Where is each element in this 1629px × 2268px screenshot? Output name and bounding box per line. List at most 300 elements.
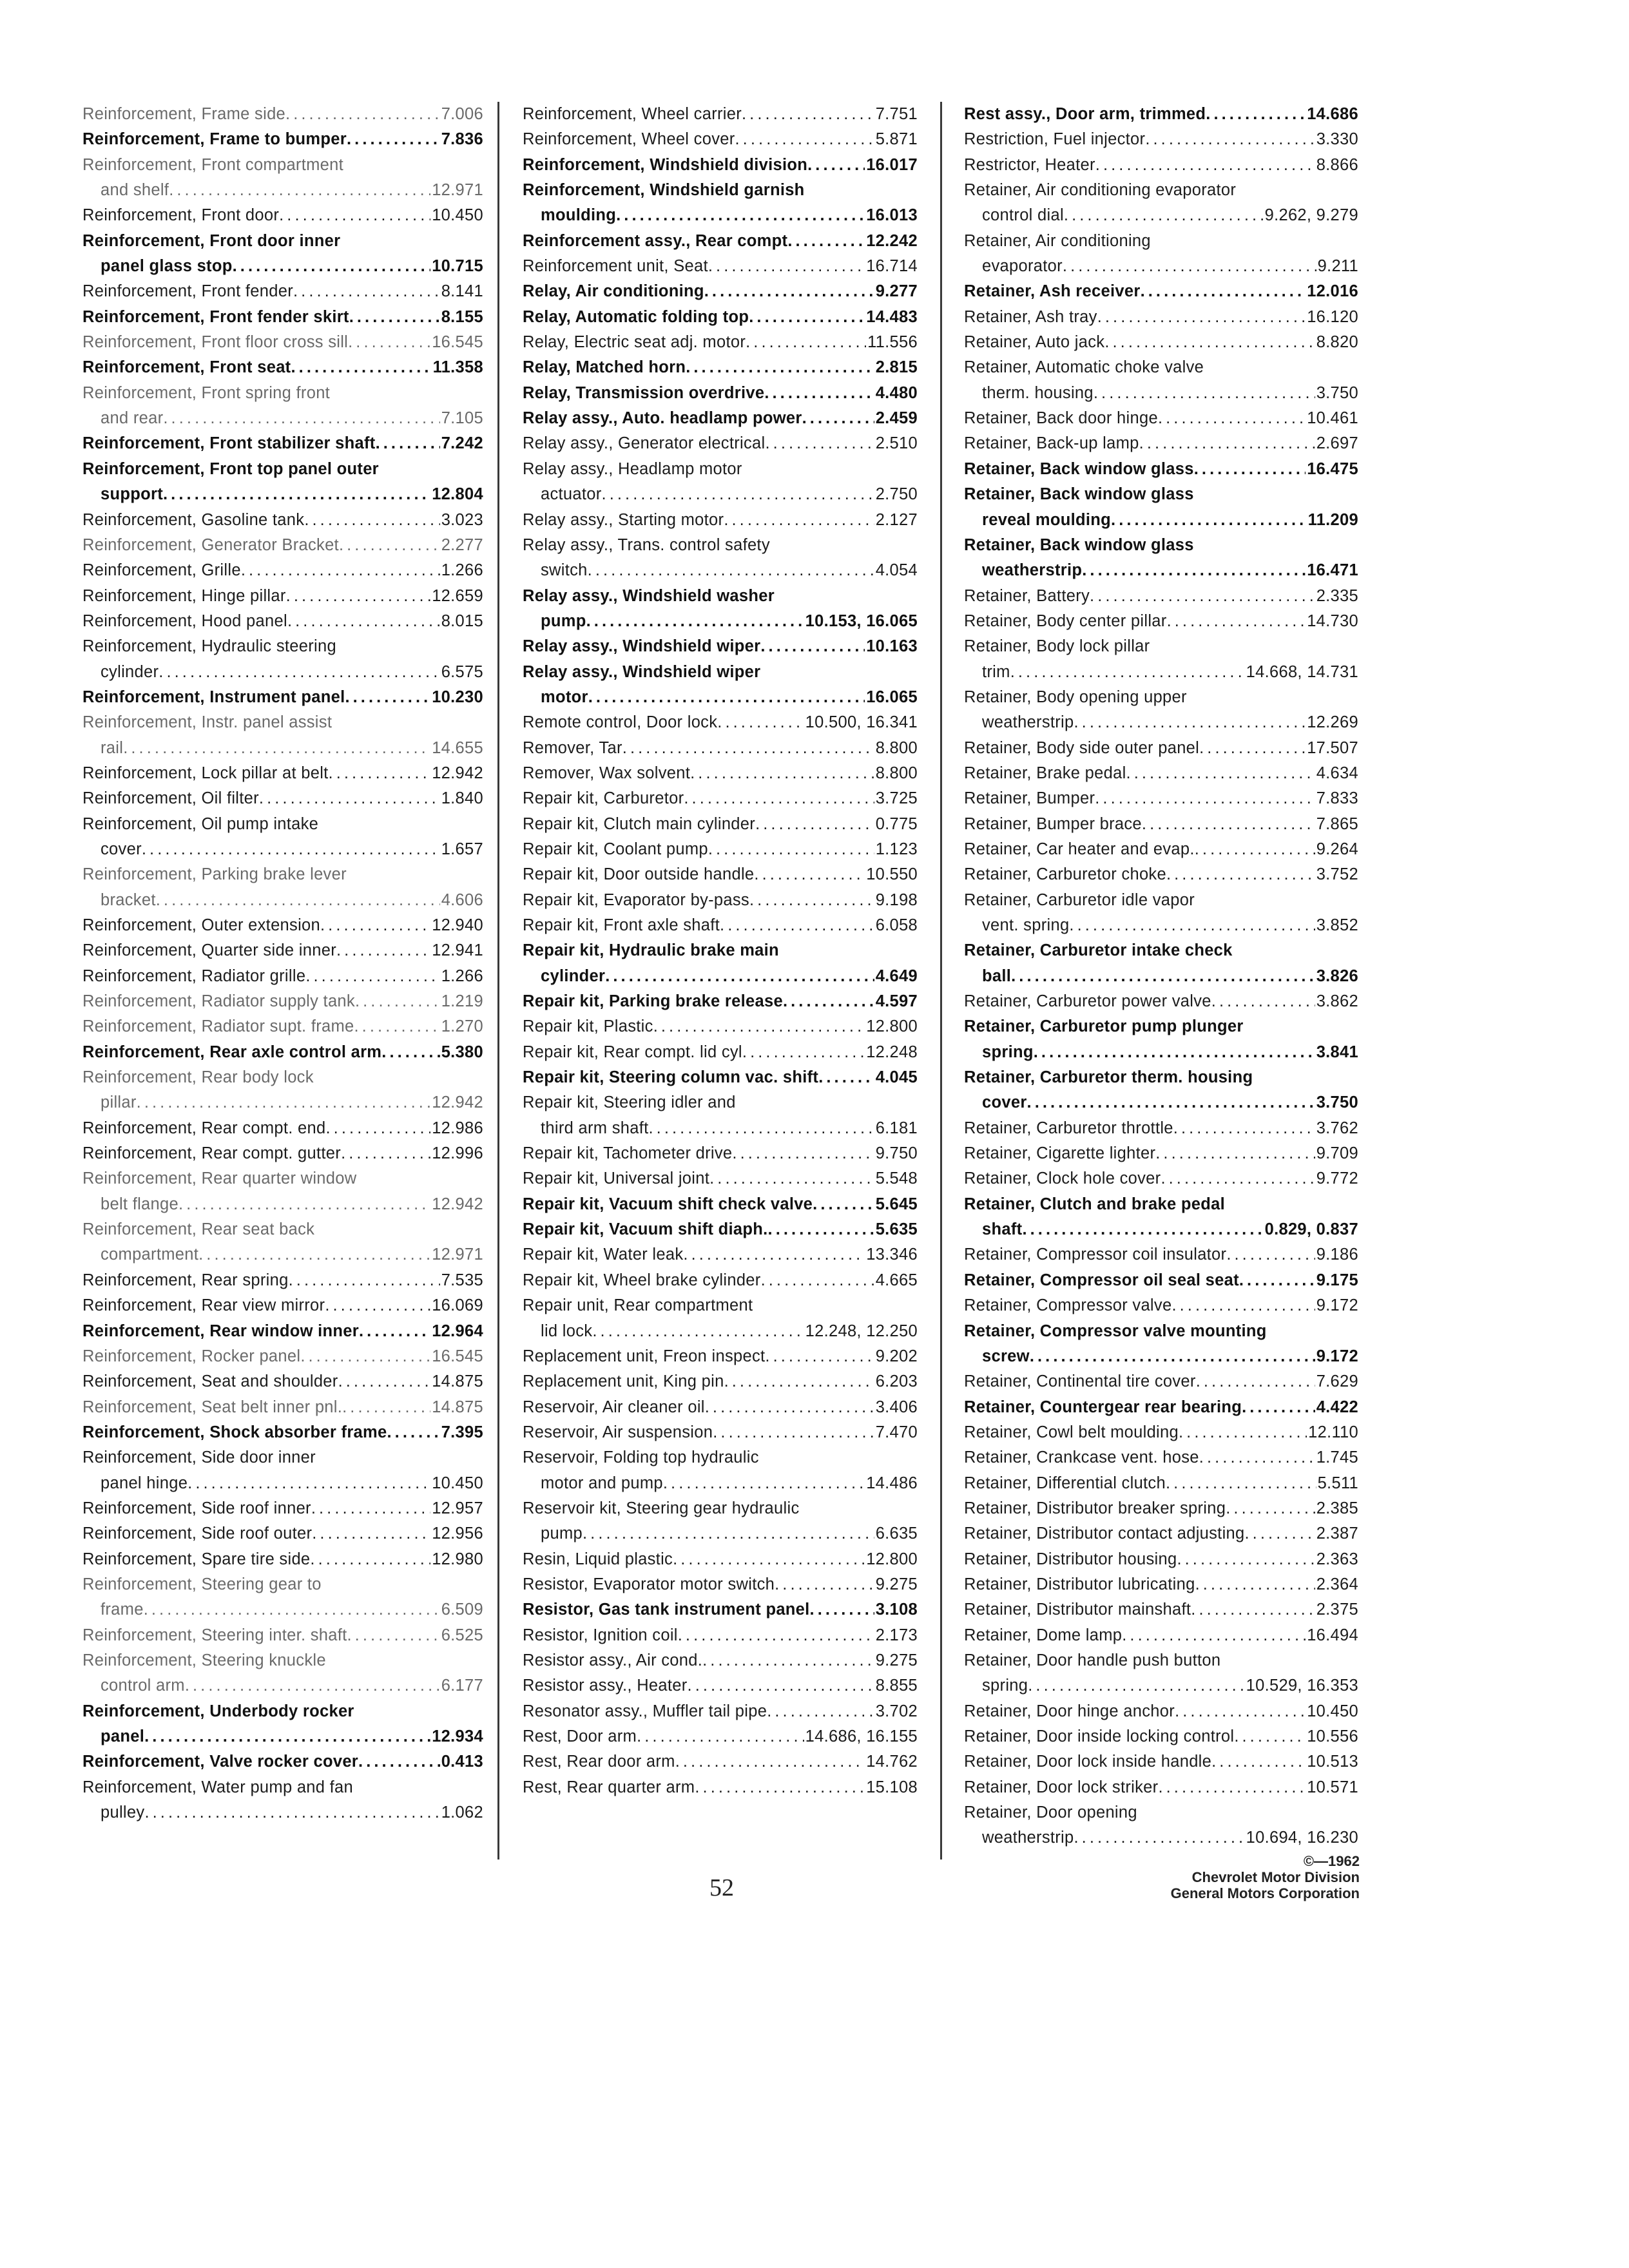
entry-name: Retainer, Compressor oil seal seat xyxy=(964,1271,1239,1289)
dot-leader xyxy=(304,508,439,533)
entry-name: Retainer, Battery xyxy=(964,586,1090,605)
entry-name: Relay assy., Generator electrical xyxy=(523,434,766,453)
index-entry xyxy=(523,736,918,761)
reference-number: 10.550 xyxy=(866,865,918,884)
entry-name: Repair unit, Rear compartment xyxy=(523,1296,753,1315)
index-entry xyxy=(964,1014,1358,1065)
dot-leader xyxy=(724,1369,874,1394)
reference-number: 10.500, 16.341 xyxy=(805,713,918,732)
reference-number: 9.186 xyxy=(1316,1245,1358,1264)
reference-number: 2.750 xyxy=(875,485,918,504)
dot-leader xyxy=(1069,913,1315,938)
index-entry xyxy=(82,1572,483,1623)
entry-name: Reinforcement, Oil filter xyxy=(82,789,259,808)
reference-number: 6.181 xyxy=(875,1119,918,1137)
index-entry xyxy=(523,1420,918,1445)
entry-name: Reservoir, Folding top hydraulic xyxy=(523,1448,759,1467)
reference-number: 2.335 xyxy=(1316,586,1358,605)
dot-leader xyxy=(616,203,865,228)
dot-leader xyxy=(1111,508,1307,533)
reference-number: 12.986 xyxy=(432,1119,483,1137)
reference-number: 3.725 xyxy=(875,789,918,808)
index-entry xyxy=(523,812,918,837)
index-entry xyxy=(82,229,483,280)
reference-number: 14.486 xyxy=(866,1474,918,1492)
dot-leader xyxy=(588,685,865,710)
entry-continuation: weatherstrip xyxy=(982,561,1083,580)
reference-number: 8.866 xyxy=(1316,155,1358,174)
index-entry xyxy=(523,1496,918,1547)
entry-name: Retainer, Clock hole cover xyxy=(964,1169,1161,1188)
dot-leader xyxy=(702,1648,874,1673)
entry-name: Rest, Rear quarter arm xyxy=(523,1778,695,1796)
index-entry xyxy=(523,1040,918,1065)
entry-name: Reinforcement, Front seat xyxy=(82,358,291,377)
entry-name: Retainer, Carburetor intake check xyxy=(964,941,1233,960)
dot-leader xyxy=(293,279,440,304)
dot-leader xyxy=(708,254,865,279)
index-entry xyxy=(82,1293,483,1318)
index-entry xyxy=(523,1293,918,1344)
reference-number: 10.230 xyxy=(432,687,483,706)
entry-continuation: weatherstrip xyxy=(982,713,1074,732)
dot-leader xyxy=(708,837,874,862)
index-entry xyxy=(523,888,918,913)
dot-leader xyxy=(289,1268,440,1293)
index-entry xyxy=(964,1547,1358,1572)
entry-name: Retainer, Compressor coil insulator xyxy=(964,1245,1227,1264)
dot-leader xyxy=(749,888,874,913)
entry-name: Reinforcement, Wheel cover xyxy=(523,130,735,149)
index-entry xyxy=(82,964,483,989)
reference-number: 16.471 xyxy=(1307,561,1358,580)
reference-number: 14.875 xyxy=(432,1398,483,1416)
index-entry xyxy=(82,1040,483,1065)
index-entry xyxy=(523,1090,918,1141)
index-entry xyxy=(964,938,1358,989)
entry-name: Reinforcement, Radiator supply tank xyxy=(82,992,355,1011)
entry-continuation: and rear xyxy=(101,409,164,428)
index-entry xyxy=(964,457,1358,482)
dot-leader xyxy=(813,1192,874,1217)
reference-number: 4.054 xyxy=(875,561,918,580)
entry-name: Resistor, Ignition coil xyxy=(523,1626,678,1644)
dot-leader xyxy=(764,381,874,406)
dot-leader xyxy=(742,102,874,127)
reference-number: 14.762 xyxy=(866,1753,918,1771)
dot-leader xyxy=(1139,431,1315,456)
entry-name: Rest, Door arm xyxy=(523,1727,637,1745)
dot-leader xyxy=(717,710,804,735)
index-entry xyxy=(82,203,483,228)
index-entry xyxy=(523,584,918,635)
reference-number: 16.017 xyxy=(866,155,918,174)
reference-number: 14.483 xyxy=(866,307,918,326)
index-entry xyxy=(964,1775,1358,1800)
index-entry xyxy=(964,305,1358,330)
dot-leader xyxy=(185,1673,440,1698)
dot-leader xyxy=(347,127,440,152)
entry-name: Retainer, Door inside locking control xyxy=(964,1727,1235,1745)
index-entry xyxy=(82,913,483,938)
reference-number: 10.694, 16.230 xyxy=(1246,1829,1358,1847)
dot-leader xyxy=(259,786,440,811)
index-entry xyxy=(523,178,918,229)
entry-name: Restrictor, Heater xyxy=(964,155,1095,174)
entry-name: Reinforcement, Rear compt. end xyxy=(82,1119,326,1137)
index-entry xyxy=(523,355,918,380)
reference-number: 5.511 xyxy=(1317,1474,1358,1492)
entry-continuation: rail xyxy=(101,738,124,757)
reference-number: 12.941 xyxy=(432,941,483,960)
reference-number: 5.548 xyxy=(875,1169,918,1188)
reference-number: 15.108 xyxy=(866,1778,918,1796)
dot-leader xyxy=(749,305,865,330)
index-entry xyxy=(964,989,1358,1014)
reference-number: 10.163 xyxy=(866,637,918,656)
index-entry xyxy=(82,786,483,811)
entry-name: Retainer, Air conditioning xyxy=(964,231,1151,250)
entry-continuation: support xyxy=(101,485,164,504)
dot-leader xyxy=(1245,1521,1315,1546)
entry-name: Retainer, Body side outer panel xyxy=(964,738,1200,757)
index-entry xyxy=(964,1319,1358,1370)
dot-leader xyxy=(588,558,874,583)
entry-name: Repair kit, Rear compt. lid cyl xyxy=(523,1043,742,1061)
reference-number: 12.956 xyxy=(432,1524,483,1543)
entry-continuation: spring xyxy=(982,1043,1034,1061)
index-entry xyxy=(964,153,1358,178)
entry-name: Retainer, Bumper xyxy=(964,789,1095,808)
index-entry xyxy=(82,508,483,533)
index-entry xyxy=(523,1673,918,1698)
reference-number: 4.597 xyxy=(875,992,918,1011)
reference-number: 2.375 xyxy=(1316,1600,1358,1619)
entry-name: Resistor, Gas tank instrument panel xyxy=(523,1600,810,1619)
entry-name: Retainer, Back window glass xyxy=(964,459,1194,478)
entry-name: Reinforcement, Generator Bracket xyxy=(82,535,339,554)
index-entry xyxy=(82,1547,483,1572)
reference-number: 10.513 xyxy=(1307,1753,1358,1771)
entry-name: Reinforcement, Side roof outer xyxy=(82,1524,313,1543)
entry-continuation: control dial xyxy=(982,206,1064,225)
dot-leader xyxy=(1126,761,1315,786)
index-entry xyxy=(964,1268,1358,1293)
reference-number: 4.649 xyxy=(875,966,918,985)
reference-number: 12.242 xyxy=(866,231,918,250)
dot-leader xyxy=(381,1040,439,1065)
reference-number: 16.065 xyxy=(866,687,918,706)
entry-name: Retainer, Air conditioning evaporator xyxy=(964,181,1237,200)
index-entry xyxy=(523,381,918,406)
entry-continuation: panel hinge xyxy=(101,1474,188,1492)
dot-leader xyxy=(678,1623,874,1648)
entry-name: Replacement unit, King pin xyxy=(523,1372,724,1391)
entry-name: Resin, Liquid plastic xyxy=(523,1550,673,1568)
entry-name: Retainer, Cigarette lighter xyxy=(964,1144,1156,1163)
index-column-2 xyxy=(523,102,918,1800)
entry-name: Reinforcement, Steering gear to xyxy=(82,1575,322,1593)
reference-number: 1.266 xyxy=(441,966,483,985)
reference-number: 3.862 xyxy=(1316,992,1358,1011)
dot-leader xyxy=(720,913,874,938)
entry-name: Relay, Matched horn xyxy=(523,358,686,377)
dot-leader xyxy=(342,1395,430,1420)
reference-number: 10.529, 16.353 xyxy=(1246,1677,1358,1695)
copyright-year: ©—1962 xyxy=(1303,1853,1360,1869)
entry-name: Reinforcement, Windshield garnish xyxy=(523,181,805,200)
entry-name: Repair kit, Carburetor xyxy=(523,789,684,808)
index-column-1 xyxy=(82,102,483,1825)
dot-leader xyxy=(1158,406,1306,431)
entry-name: Resistor assy., Heater xyxy=(523,1677,688,1695)
entry-name: Reinforcement, Front door xyxy=(82,206,280,225)
dot-leader xyxy=(1195,1572,1315,1597)
reference-number: 3.108 xyxy=(875,1600,918,1619)
entry-name: Reinforcement, Steering inter. shaft xyxy=(82,1626,347,1644)
reference-number: 16.714 xyxy=(866,257,918,276)
dot-leader xyxy=(355,989,440,1014)
dot-leader xyxy=(653,1014,865,1039)
reference-number: 10.450 xyxy=(1307,1702,1358,1720)
reference-number: 4.480 xyxy=(875,383,918,402)
dot-leader xyxy=(783,989,874,1014)
dot-leader xyxy=(336,938,430,963)
index-entry xyxy=(964,862,1358,887)
dot-leader xyxy=(349,305,440,330)
entry-name: Retainer, Carburetor therm. housing xyxy=(964,1068,1253,1087)
index-entry xyxy=(523,127,918,152)
dot-leader xyxy=(787,229,865,254)
reference-number: 3.023 xyxy=(441,510,483,529)
index-entry xyxy=(964,1471,1358,1496)
entry-continuation: belt flange xyxy=(101,1195,178,1213)
index-entry xyxy=(82,710,483,761)
dot-leader xyxy=(765,1344,874,1369)
dot-leader xyxy=(1226,1496,1315,1521)
dot-leader xyxy=(387,1420,439,1445)
dot-leader xyxy=(704,279,874,304)
index-entry xyxy=(523,710,918,735)
index-entry xyxy=(523,279,918,304)
entry-name: Replacement unit, Freon inspect xyxy=(523,1347,766,1365)
dot-leader xyxy=(137,1090,431,1115)
entry-name: Relay, Automatic folding top xyxy=(523,307,749,326)
index-entry xyxy=(82,1319,483,1344)
entry-name: Relay assy., Auto. headlamp power xyxy=(523,409,802,428)
index-entry xyxy=(523,1268,918,1293)
dot-leader xyxy=(686,355,874,380)
index-entry xyxy=(82,153,483,204)
index-entry xyxy=(964,1521,1358,1546)
index-entry xyxy=(523,457,918,508)
index-entry xyxy=(964,1648,1358,1699)
reference-number: 0.829, 0.837 xyxy=(1264,1220,1358,1239)
index-entry xyxy=(523,305,918,330)
reference-number: 4.634 xyxy=(1316,764,1358,782)
reference-number: 1.219 xyxy=(441,992,483,1011)
index-entry xyxy=(964,431,1358,456)
index-entry xyxy=(82,938,483,963)
dot-leader xyxy=(345,685,430,710)
dot-leader xyxy=(291,355,431,380)
entry-continuation: actuator xyxy=(541,485,602,504)
dot-leader xyxy=(1010,660,1245,685)
dot-leader xyxy=(1074,710,1306,735)
reference-number: 17.507 xyxy=(1307,738,1358,757)
reference-number: 12.800 xyxy=(866,1550,918,1568)
entry-name: Reinforcement, Front fender skirt xyxy=(82,307,349,326)
entry-name: Reservoir, Air cleaner oil xyxy=(523,1398,705,1416)
entry-continuation: bracket xyxy=(101,890,156,909)
index-entry xyxy=(82,1699,483,1750)
reference-number: 12.804 xyxy=(432,485,483,504)
dot-leader xyxy=(1234,1724,1306,1749)
entry-name: Reinforcement, Rear quarter window xyxy=(82,1169,357,1188)
index-entry xyxy=(964,533,1358,584)
dot-leader xyxy=(1194,457,1306,482)
reference-number: 13.346 xyxy=(866,1245,918,1264)
index-entry xyxy=(82,1775,483,1826)
entry-name: Retainer, Door lock striker xyxy=(964,1778,1159,1796)
entry-name: Repair kit, Plastic xyxy=(523,1017,653,1036)
dot-leader xyxy=(1226,1242,1315,1267)
reference-number: 4.422 xyxy=(1316,1398,1358,1416)
reference-number: 7.833 xyxy=(1316,789,1358,808)
reference-number: 7.629 xyxy=(1316,1372,1358,1391)
entry-continuation: frame xyxy=(101,1600,144,1619)
dot-leader xyxy=(663,1471,865,1496)
reference-number: 9.750 xyxy=(875,1144,918,1163)
index-entry xyxy=(523,1065,918,1090)
entry-name: Retainer, Clutch and brake pedal xyxy=(964,1195,1225,1213)
entry-name: Resistor assy., Air cond. xyxy=(523,1651,703,1669)
entry-name: Retainer, Countergear rear bearing xyxy=(964,1398,1242,1416)
dot-leader xyxy=(742,1040,865,1065)
entry-continuation: third arm shaft xyxy=(541,1119,649,1137)
entry-name: Remover, Wax solvent xyxy=(523,764,691,782)
reference-number: 8.015 xyxy=(441,611,483,630)
entry-name: Repair kit, Water leak xyxy=(523,1245,684,1264)
reference-number: 12.942 xyxy=(432,764,483,782)
reference-number: 12.110 xyxy=(1308,1423,1358,1441)
entry-name: Retainer, Ash receiver xyxy=(964,282,1141,301)
entry-name: Retainer, Door opening xyxy=(964,1803,1137,1822)
dot-leader xyxy=(1095,786,1315,811)
reference-number: 4.606 xyxy=(441,890,483,909)
reference-number: 3.826 xyxy=(1316,966,1358,985)
entry-name: Relay assy., Windshield wiper xyxy=(523,637,761,656)
reference-number: 9.198 xyxy=(875,890,918,909)
index-entry xyxy=(523,1192,918,1217)
index-entry xyxy=(82,862,483,913)
index-entry xyxy=(523,786,918,811)
entry-name: Repair kit, Steering idler and xyxy=(523,1093,736,1112)
reference-number: 14.875 xyxy=(432,1372,483,1391)
reference-number: 11.556 xyxy=(867,333,918,352)
dot-leader xyxy=(347,1623,440,1648)
dot-leader xyxy=(1064,203,1264,228)
dot-leader xyxy=(325,1293,430,1318)
index-entry xyxy=(82,609,483,634)
reference-number: 2.697 xyxy=(1316,434,1358,453)
entry-name: Retainer, Compressor valve mounting xyxy=(964,1321,1267,1340)
index-entry xyxy=(82,381,483,432)
dot-leader xyxy=(1242,1395,1315,1420)
entry-name: Reinforcement, Front top panel outer xyxy=(82,459,379,478)
index-entry xyxy=(82,1395,483,1420)
reference-number: 3.750 xyxy=(1316,383,1358,402)
entry-name: Reservoir, Air suspension xyxy=(523,1423,713,1441)
index-column-3 xyxy=(964,102,1358,1851)
dot-leader xyxy=(1090,584,1315,609)
dot-leader xyxy=(586,609,804,634)
reference-number: 10.461 xyxy=(1307,409,1358,428)
reference-number: 2.364 xyxy=(1316,1575,1358,1593)
index-entry xyxy=(964,1496,1358,1521)
reference-number: 12.942 xyxy=(432,1195,483,1213)
dot-leader xyxy=(695,1775,865,1800)
entry-continuation: pillar xyxy=(101,1093,137,1112)
entry-name: Reinforcement, Front stabilizer shaft xyxy=(82,434,376,453)
index-entry xyxy=(523,634,918,659)
entry-name: Retainer, Automatic choke valve xyxy=(964,358,1204,377)
reference-number: 2.173 xyxy=(875,1626,918,1644)
entry-continuation: panel glass stop xyxy=(101,257,233,276)
entry-name: Retainer, Distributor lubricating xyxy=(964,1575,1195,1593)
reference-number: 3.762 xyxy=(1316,1119,1358,1137)
index-entry xyxy=(82,634,483,685)
dot-leader xyxy=(339,533,440,558)
index-entry xyxy=(523,1699,918,1724)
entry-name: Reinforcement, Gasoline tank xyxy=(82,510,305,529)
reference-number: 1.745 xyxy=(1316,1448,1358,1467)
reference-number: 7.865 xyxy=(1316,814,1358,833)
index-entry xyxy=(523,330,918,355)
entry-name: Reinforcement, Radiator supt. frame xyxy=(82,1017,354,1036)
dot-leader xyxy=(1173,1116,1315,1141)
entry-name: Retainer, Ash tray xyxy=(964,307,1097,326)
reference-number: 12.934 xyxy=(432,1727,483,1745)
entry-name: Retainer, Carburetor throttle xyxy=(964,1119,1173,1137)
dot-leader xyxy=(1175,1699,1306,1724)
reference-number: 4.665 xyxy=(875,1271,918,1289)
dot-leader xyxy=(810,1597,874,1622)
entry-name: Reinforcement assy., Rear compt xyxy=(523,231,788,250)
entry-name: Reinforcement, Seat belt inner pnl. xyxy=(82,1398,343,1416)
index-entry xyxy=(523,1597,918,1622)
index-entry xyxy=(964,609,1358,634)
reference-number: 6.509 xyxy=(441,1600,483,1619)
entry-name: Reinforcement, Instr. panel assist xyxy=(82,713,333,732)
dot-leader xyxy=(675,1749,865,1774)
index-entry xyxy=(523,431,918,456)
dot-leader xyxy=(746,330,866,355)
reference-number: 16.120 xyxy=(1307,307,1358,326)
dot-leader xyxy=(1161,1166,1315,1191)
entry-name: Retainer, Brake pedal xyxy=(964,764,1126,782)
dot-leader xyxy=(648,1116,874,1141)
entry-name: Reinforcement, Seat and shoulder xyxy=(82,1372,338,1391)
index-entry xyxy=(523,1369,918,1394)
dot-leader xyxy=(241,558,440,583)
reference-number: 16.475 xyxy=(1307,459,1358,478)
reference-number: 6.525 xyxy=(441,1626,483,1644)
entry-name: Repair kit, Steering column vac. shift xyxy=(523,1068,819,1087)
reference-number: 9.264 xyxy=(1316,840,1358,858)
reference-number: 16.494 xyxy=(1307,1626,1358,1644)
dot-leader xyxy=(732,1141,874,1166)
